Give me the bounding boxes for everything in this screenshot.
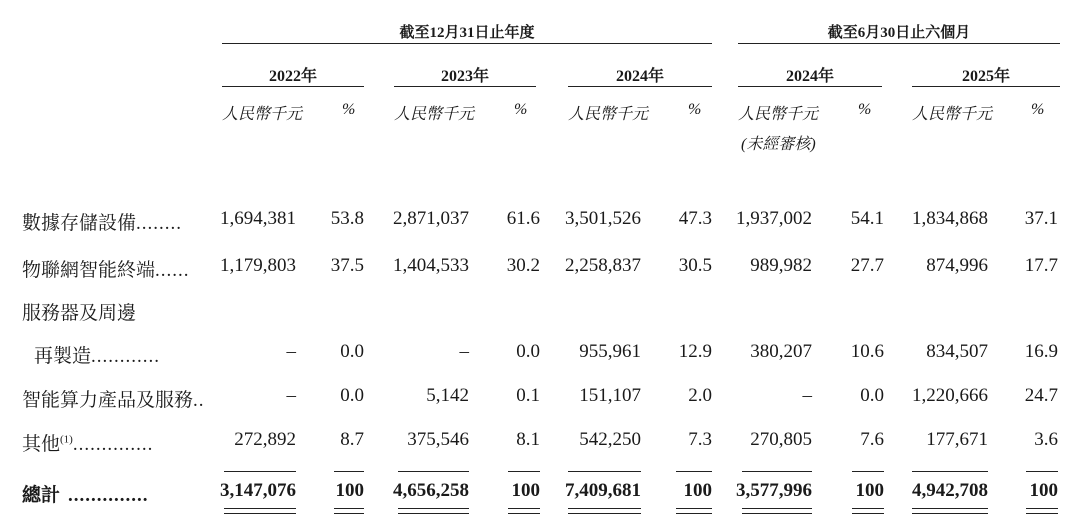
row-label xyxy=(22,385,205,412)
total-cell: 4,656,258 xyxy=(393,480,469,501)
row-label-text: 其他 xyxy=(22,434,61,455)
table-cell: 3.6 xyxy=(1034,429,1058,450)
table-cell: 2,258,837 xyxy=(565,255,641,276)
table-cell: 0.0 xyxy=(340,341,364,362)
dot-leader: ........ xyxy=(136,213,183,234)
table-cell: 380,207 xyxy=(750,341,812,362)
subtotal-rule xyxy=(224,471,296,472)
table-cell: 5,142 xyxy=(426,385,469,406)
total-double-rule xyxy=(334,508,364,514)
table-cell: 30.5 xyxy=(678,255,712,276)
table-cell: 151,107 xyxy=(579,385,641,406)
table-cell: 17.7 xyxy=(1024,255,1058,276)
table-cell: 177,671 xyxy=(926,429,988,450)
table-cell: 375,546 xyxy=(407,429,469,450)
subtotal-rule xyxy=(676,471,712,472)
year-rule-2022 xyxy=(222,86,364,87)
dot-leader: .. xyxy=(193,390,205,411)
table-cell: 2.0 xyxy=(688,385,712,406)
table-cell: 12.9 xyxy=(678,341,712,362)
year-rule-2024-h1 xyxy=(738,86,882,87)
table-cell: 3,501,526 xyxy=(565,208,641,229)
table-cell: 542,250 xyxy=(579,429,641,450)
row-label xyxy=(34,341,160,368)
total-cell: 3,577,996 xyxy=(736,480,812,501)
total-double-rule xyxy=(742,508,812,514)
dot-leader: .............. xyxy=(68,485,149,506)
table-cell: 0.0 xyxy=(516,341,540,362)
row-label-text: 再製造 xyxy=(34,346,92,367)
year-header-2022: 2022年 xyxy=(268,68,317,85)
table-cell: 53.8 xyxy=(330,208,364,229)
row-label xyxy=(22,429,153,456)
table-cell: 10.6 xyxy=(850,341,884,362)
year-rule-2025-h1 xyxy=(912,86,1060,87)
subtotal-rule xyxy=(1026,471,1058,472)
subtotal-rule xyxy=(398,471,469,472)
subtotal-rule xyxy=(912,471,988,472)
table-cell: 0.1 xyxy=(516,385,540,406)
table-cell: 1,179,803 xyxy=(220,255,296,276)
year-header-2024-h1: 2024年 xyxy=(785,68,834,85)
total-double-rule xyxy=(398,508,469,514)
unit-header: 人民幣千元 xyxy=(568,106,649,123)
subtotal-rule xyxy=(508,471,540,472)
total-cell: 7,409,681 xyxy=(565,480,641,501)
table-cell: 1,694,381 xyxy=(220,208,296,229)
row-label-text: 服務器及周邊 xyxy=(22,303,137,324)
total-cell: 100 xyxy=(855,480,884,501)
table-cell: 24.7 xyxy=(1024,385,1058,406)
table-cell: 272,892 xyxy=(234,429,296,450)
year-header-2025-h1: 2025年 xyxy=(961,68,1010,85)
table-cell: 7.6 xyxy=(860,429,884,450)
total-double-rule xyxy=(1026,508,1058,514)
table-cell: 874,996 xyxy=(926,255,988,276)
table-cell: 8.1 xyxy=(516,429,540,450)
dot-leader: ...... xyxy=(155,260,190,281)
table-cell: 8.7 xyxy=(340,429,364,450)
total-double-rule xyxy=(508,508,540,514)
row-label xyxy=(22,298,136,325)
table-cell: – xyxy=(286,341,296,362)
total-double-rule xyxy=(676,508,712,514)
table-cell: 270,805 xyxy=(750,429,812,450)
table-cell: 54.1 xyxy=(850,208,884,229)
group-header-six-months: 截至6月30日止六個月 xyxy=(827,25,971,41)
year-header-2024: 2024年 xyxy=(615,68,664,85)
pct-header: % xyxy=(688,101,702,118)
group-rule-six-months xyxy=(738,43,1060,44)
row-label-text: 智能算力產品及服務 xyxy=(22,390,194,411)
table-cell: 37.1 xyxy=(1024,208,1058,229)
total-cell: 100 xyxy=(1029,480,1058,501)
year-rule-2023 xyxy=(394,86,536,87)
table-cell: – xyxy=(802,385,812,406)
table-cell: 16.9 xyxy=(1024,341,1058,362)
dot-leader: .............. xyxy=(72,434,154,455)
unit-header: 人民幣千元 xyxy=(222,106,303,123)
row-label xyxy=(22,255,190,282)
row-label-text: 物聯網智能終端 xyxy=(22,260,156,281)
year-rule-2024 xyxy=(568,86,712,87)
total-double-rule xyxy=(912,508,988,514)
pct-header: % xyxy=(342,101,356,118)
subtotal-rule xyxy=(568,471,641,472)
table-cell: 0.0 xyxy=(340,385,364,406)
group-rule-fiscal-year xyxy=(222,43,712,44)
table-cell: 7.3 xyxy=(688,429,712,450)
footnote-marker: (1) xyxy=(60,433,73,446)
total-label xyxy=(22,480,149,507)
total-double-rule xyxy=(224,508,296,514)
table-cell: 0.0 xyxy=(860,385,884,406)
total-cell: 4,942,708 xyxy=(912,480,988,501)
unaudited-note: (未經審核) xyxy=(741,136,816,153)
table-cell: 955,961 xyxy=(579,341,641,362)
table-cell: 61.6 xyxy=(506,208,540,229)
total-cell: 3,147,076 xyxy=(220,480,296,501)
pct-header: % xyxy=(514,101,528,118)
pct-header: % xyxy=(858,101,872,118)
subtotal-rule xyxy=(742,471,812,472)
group-header-fiscal-year: 截至12月31日止年度 xyxy=(399,25,535,41)
dot-leader: ............ xyxy=(91,346,161,367)
table-cell: 1,220,666 xyxy=(912,385,988,406)
subtotal-rule xyxy=(334,471,364,472)
table-cell: 30.2 xyxy=(506,255,540,276)
unit-header: 人民幣千元 xyxy=(394,106,475,123)
total-cell: 100 xyxy=(511,480,540,501)
table-cell: – xyxy=(459,341,469,362)
table-cell: 1,834,868 xyxy=(912,208,988,229)
table-cell: – xyxy=(286,385,296,406)
unit-header: 人民幣千元 xyxy=(912,106,993,123)
table-cell: 834,507 xyxy=(926,341,988,362)
table-cell: 27.7 xyxy=(850,255,884,276)
row-label-text: 總計 xyxy=(22,485,61,506)
table-cell: 989,982 xyxy=(750,255,812,276)
table-cell: 37.5 xyxy=(330,255,364,276)
table-cell: 2,871,037 xyxy=(393,208,469,229)
table-cell: 1,404,533 xyxy=(393,255,469,276)
unit-header: 人民幣千元 xyxy=(738,106,819,123)
table-cell: 1,937,002 xyxy=(736,208,812,229)
row-label xyxy=(22,208,182,235)
pct-header: % xyxy=(1031,101,1045,118)
total-double-rule xyxy=(852,508,884,514)
table-cell: 47.3 xyxy=(678,208,712,229)
total-double-rule xyxy=(568,508,641,514)
total-cell: 100 xyxy=(683,480,712,501)
year-header-2023: 2023年 xyxy=(440,68,489,85)
total-cell: 100 xyxy=(335,480,364,501)
row-label-text: 數據存儲設備 xyxy=(22,213,137,234)
subtotal-rule xyxy=(852,471,884,472)
